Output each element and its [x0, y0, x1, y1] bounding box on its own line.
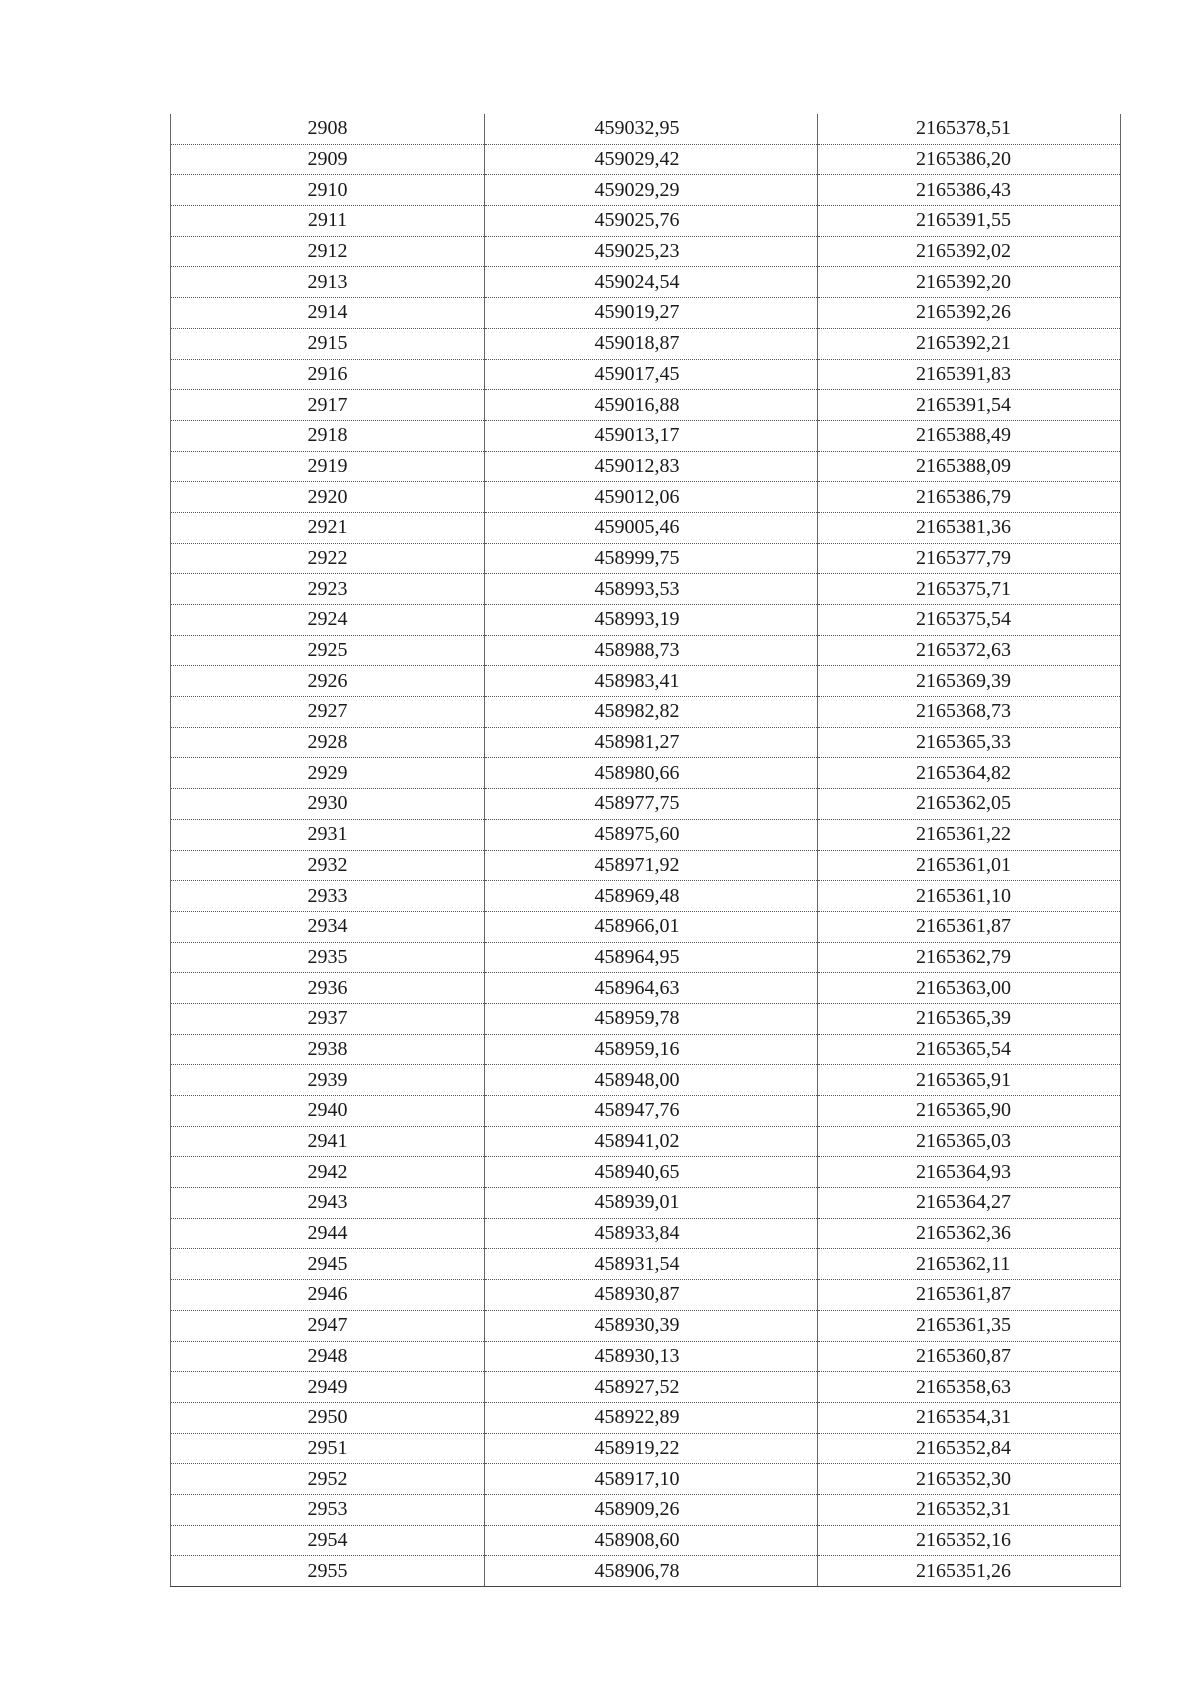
point-number-cell: 2915 [171, 328, 485, 359]
point-number-cell: 2931 [171, 819, 485, 850]
point-number-cell: 2922 [171, 543, 485, 574]
table-row [171, 697, 1121, 728]
table-row [171, 1096, 1121, 1127]
x-coordinate-cell: 459025,76 [485, 206, 818, 237]
table-row [171, 911, 1121, 942]
y-coordinate-cell: 2165361,87 [818, 1280, 1121, 1311]
table-row [171, 1402, 1121, 1433]
table-row [171, 758, 1121, 789]
point-number-cell: 2917 [171, 390, 485, 421]
x-coordinate-cell: 458959,78 [485, 1003, 818, 1034]
y-coordinate-cell: 2165368,73 [818, 697, 1121, 728]
table-row [171, 1433, 1121, 1464]
point-number-cell: 2950 [171, 1402, 485, 1433]
x-coordinate-cell: 459029,29 [485, 175, 818, 206]
table-row [171, 451, 1121, 482]
y-coordinate-cell: 2165362,11 [818, 1249, 1121, 1280]
y-coordinate-cell: 2165352,30 [818, 1464, 1121, 1495]
y-coordinate-cell: 2165377,79 [818, 543, 1121, 574]
x-coordinate-cell: 458977,75 [485, 789, 818, 820]
y-coordinate-cell: 2165375,71 [818, 574, 1121, 605]
x-coordinate-cell: 458930,87 [485, 1280, 818, 1311]
point-number-cell: 2951 [171, 1433, 485, 1464]
point-number-cell: 2952 [171, 1464, 485, 1495]
y-coordinate-cell: 2165369,39 [818, 666, 1121, 697]
y-coordinate-cell: 2165388,09 [818, 451, 1121, 482]
x-coordinate-cell: 458948,00 [485, 1065, 818, 1096]
x-coordinate-cell: 458917,10 [485, 1464, 818, 1495]
y-coordinate-cell: 2165386,79 [818, 482, 1121, 513]
table-row [171, 175, 1121, 206]
point-number-cell: 2940 [171, 1096, 485, 1127]
x-coordinate-cell: 458993,53 [485, 574, 818, 605]
point-number-cell: 2947 [171, 1310, 485, 1341]
point-number-cell: 2935 [171, 942, 485, 973]
point-number-cell: 2946 [171, 1280, 485, 1311]
y-coordinate-cell: 2165392,21 [818, 328, 1121, 359]
y-coordinate-cell: 2165352,31 [818, 1494, 1121, 1525]
point-number-cell: 2953 [171, 1494, 485, 1525]
table-row [171, 114, 1121, 144]
x-coordinate-cell: 459012,06 [485, 482, 818, 513]
x-coordinate-cell: 459032,95 [485, 114, 818, 144]
y-coordinate-cell: 2165361,10 [818, 881, 1121, 912]
y-coordinate-cell: 2165362,79 [818, 942, 1121, 973]
y-coordinate-cell: 2165361,35 [818, 1310, 1121, 1341]
coordinates-table-body [171, 114, 1121, 1587]
y-coordinate-cell: 2165378,51 [818, 114, 1121, 144]
point-number-cell: 2916 [171, 359, 485, 390]
y-coordinate-cell: 2165388,49 [818, 420, 1121, 451]
table-row [171, 206, 1121, 237]
point-number-cell: 2910 [171, 175, 485, 206]
y-coordinate-cell: 2165354,31 [818, 1402, 1121, 1433]
x-coordinate-cell: 458908,60 [485, 1525, 818, 1556]
y-coordinate-cell: 2165361,01 [818, 850, 1121, 881]
x-coordinate-cell: 458927,52 [485, 1372, 818, 1403]
x-coordinate-cell: 458975,60 [485, 819, 818, 850]
point-number-cell: 2933 [171, 881, 485, 912]
table-row [171, 1249, 1121, 1280]
x-coordinate-cell: 458930,13 [485, 1341, 818, 1372]
x-coordinate-cell: 459018,87 [485, 328, 818, 359]
table-row [171, 1341, 1121, 1372]
x-coordinate-cell: 458959,16 [485, 1034, 818, 1065]
y-coordinate-cell: 2165364,93 [818, 1157, 1121, 1188]
y-coordinate-cell: 2165365,39 [818, 1003, 1121, 1034]
table-row [171, 359, 1121, 390]
x-coordinate-cell: 459013,17 [485, 420, 818, 451]
point-number-cell: 2927 [171, 697, 485, 728]
point-number-cell: 2937 [171, 1003, 485, 1034]
point-number-cell: 2912 [171, 236, 485, 267]
point-number-cell: 2920 [171, 482, 485, 513]
y-coordinate-cell: 2165392,02 [818, 236, 1121, 267]
y-coordinate-cell: 2165365,91 [818, 1065, 1121, 1096]
point-number-cell: 2955 [171, 1556, 485, 1587]
x-coordinate-cell: 458969,48 [485, 881, 818, 912]
point-number-cell: 2909 [171, 144, 485, 175]
table-row [171, 1218, 1121, 1249]
table-row [171, 328, 1121, 359]
x-coordinate-cell: 458964,95 [485, 942, 818, 973]
x-coordinate-cell: 458939,01 [485, 1188, 818, 1219]
y-coordinate-cell: 2165375,54 [818, 605, 1121, 636]
point-number-cell: 2929 [171, 758, 485, 789]
point-number-cell: 2919 [171, 451, 485, 482]
x-coordinate-cell: 459017,45 [485, 359, 818, 390]
y-coordinate-cell: 2165392,26 [818, 298, 1121, 329]
x-coordinate-cell: 458933,84 [485, 1218, 818, 1249]
x-coordinate-cell: 458930,39 [485, 1310, 818, 1341]
point-number-cell: 2934 [171, 911, 485, 942]
y-coordinate-cell: 2165362,36 [818, 1218, 1121, 1249]
point-number-cell: 2928 [171, 727, 485, 758]
x-coordinate-cell: 458971,92 [485, 850, 818, 881]
table-row [171, 543, 1121, 574]
y-coordinate-cell: 2165358,63 [818, 1372, 1121, 1403]
y-coordinate-cell: 2165391,55 [818, 206, 1121, 237]
y-coordinate-cell: 2165365,03 [818, 1126, 1121, 1157]
table-row [171, 942, 1121, 973]
table-row [171, 298, 1121, 329]
point-number-cell: 2938 [171, 1034, 485, 1065]
x-coordinate-cell: 458909,26 [485, 1494, 818, 1525]
point-number-cell: 2930 [171, 789, 485, 820]
point-number-cell: 2926 [171, 666, 485, 697]
point-number-cell: 2941 [171, 1126, 485, 1157]
x-coordinate-cell: 458993,19 [485, 605, 818, 636]
table-row [171, 1188, 1121, 1219]
table-row [171, 236, 1121, 267]
point-number-cell: 2939 [171, 1065, 485, 1096]
x-coordinate-cell: 459029,42 [485, 144, 818, 175]
x-coordinate-cell: 458931,54 [485, 1249, 818, 1280]
table-row [171, 1464, 1121, 1495]
point-number-cell: 2923 [171, 574, 485, 605]
y-coordinate-cell: 2165392,20 [818, 267, 1121, 298]
y-coordinate-cell: 2165363,00 [818, 973, 1121, 1004]
x-coordinate-cell: 459005,46 [485, 512, 818, 543]
x-coordinate-cell: 459019,27 [485, 298, 818, 329]
table-row [171, 666, 1121, 697]
x-coordinate-cell: 458981,27 [485, 727, 818, 758]
x-coordinate-cell: 458906,78 [485, 1556, 818, 1587]
point-number-cell: 2914 [171, 298, 485, 329]
point-number-cell: 2948 [171, 1341, 485, 1372]
table-row [171, 1494, 1121, 1525]
y-coordinate-cell: 2165365,33 [818, 727, 1121, 758]
y-coordinate-cell: 2165352,84 [818, 1433, 1121, 1464]
point-number-cell: 2913 [171, 267, 485, 298]
x-coordinate-cell: 458980,66 [485, 758, 818, 789]
y-coordinate-cell: 2165361,87 [818, 911, 1121, 942]
table-row [171, 727, 1121, 758]
table-row [171, 635, 1121, 666]
coordinates-table [170, 114, 1121, 1587]
table-row [171, 1126, 1121, 1157]
table-row [171, 1157, 1121, 1188]
x-coordinate-cell: 459024,54 [485, 267, 818, 298]
x-coordinate-cell: 458966,01 [485, 911, 818, 942]
y-coordinate-cell: 2165381,36 [818, 512, 1121, 543]
y-coordinate-cell: 2165352,16 [818, 1525, 1121, 1556]
y-coordinate-cell: 2165365,90 [818, 1096, 1121, 1127]
y-coordinate-cell: 2165365,54 [818, 1034, 1121, 1065]
table-row [171, 1065, 1121, 1096]
y-coordinate-cell: 2165364,27 [818, 1188, 1121, 1219]
point-number-cell: 2924 [171, 605, 485, 636]
table-row [171, 1556, 1121, 1587]
point-number-cell: 2954 [171, 1525, 485, 1556]
y-coordinate-cell: 2165362,05 [818, 789, 1121, 820]
x-coordinate-cell: 458988,73 [485, 635, 818, 666]
point-number-cell: 2944 [171, 1218, 485, 1249]
table-row [171, 1034, 1121, 1065]
y-coordinate-cell: 2165361,22 [818, 819, 1121, 850]
x-coordinate-cell: 458919,22 [485, 1433, 818, 1464]
y-coordinate-cell: 2165360,87 [818, 1341, 1121, 1372]
y-coordinate-cell: 2165372,63 [818, 635, 1121, 666]
point-number-cell: 2925 [171, 635, 485, 666]
x-coordinate-cell: 459012,83 [485, 451, 818, 482]
table-row [171, 850, 1121, 881]
y-coordinate-cell: 2165386,20 [818, 144, 1121, 175]
table-row [171, 1372, 1121, 1403]
y-coordinate-cell: 2165391,83 [818, 359, 1121, 390]
point-number-cell: 2921 [171, 512, 485, 543]
table-row [171, 1280, 1121, 1311]
table-row [171, 574, 1121, 605]
point-number-cell: 2908 [171, 114, 485, 144]
x-coordinate-cell: 458922,89 [485, 1402, 818, 1433]
x-coordinate-cell: 458983,41 [485, 666, 818, 697]
point-number-cell: 2936 [171, 973, 485, 1004]
table-row [171, 267, 1121, 298]
x-coordinate-cell: 459025,23 [485, 236, 818, 267]
table-row [171, 881, 1121, 912]
x-coordinate-cell: 458982,82 [485, 697, 818, 728]
table-row [171, 482, 1121, 513]
table-row [171, 390, 1121, 421]
table-row [171, 1003, 1121, 1034]
y-coordinate-cell: 2165364,82 [818, 758, 1121, 789]
x-coordinate-cell: 458999,75 [485, 543, 818, 574]
table-row [171, 420, 1121, 451]
table-row [171, 819, 1121, 850]
x-coordinate-cell: 458941,02 [485, 1126, 818, 1157]
point-number-cell: 2943 [171, 1188, 485, 1219]
point-number-cell: 2949 [171, 1372, 485, 1403]
table-row [171, 1310, 1121, 1341]
point-number-cell: 2918 [171, 420, 485, 451]
y-coordinate-cell: 2165391,54 [818, 390, 1121, 421]
x-coordinate-cell: 458964,63 [485, 973, 818, 1004]
x-coordinate-cell: 458947,76 [485, 1096, 818, 1127]
table-row [171, 789, 1121, 820]
table-row [171, 605, 1121, 636]
point-number-cell: 2942 [171, 1157, 485, 1188]
table-row [171, 1525, 1121, 1556]
table-row [171, 144, 1121, 175]
point-number-cell: 2911 [171, 206, 485, 237]
point-number-cell: 2932 [171, 850, 485, 881]
x-coordinate-cell: 458940,65 [485, 1157, 818, 1188]
point-number-cell: 2945 [171, 1249, 485, 1280]
y-coordinate-cell: 2165386,43 [818, 175, 1121, 206]
x-coordinate-cell: 459016,88 [485, 390, 818, 421]
y-coordinate-cell: 2165351,26 [818, 1556, 1121, 1587]
table-row [171, 512, 1121, 543]
table-row [171, 973, 1121, 1004]
